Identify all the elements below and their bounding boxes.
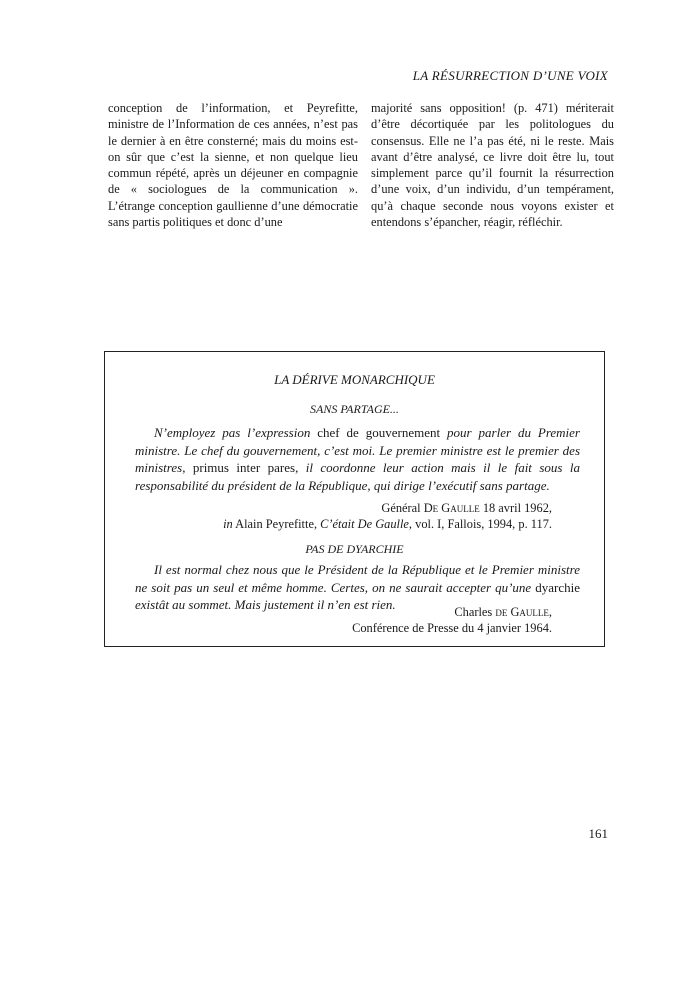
- attribution-author: De Gaulle: [423, 501, 480, 515]
- page-number: 161: [588, 826, 608, 841]
- quote-text: Il est normal chez nous que le Président de la République et le Premier ministre ne soit pas un seul et même homme. Certes, on ne saurait accepter qu’une: [135, 562, 580, 595]
- quote-text: N’employez pas l’expression: [154, 425, 311, 440]
- box-title: LA DÉRIVE MONARCHIQUE: [274, 372, 435, 387]
- attribution-1962: [223, 500, 552, 532]
- quote-text: dyarchie: [531, 579, 580, 595]
- sidebar-box: [104, 351, 605, 647]
- attribution-title: C’était De Gaulle: [320, 517, 409, 531]
- body-right-column: majorité sans opposition! (p. 471) mériterait d’être décortiquée par les politologues du consensus. Elle ne l’a pas été, ni le reste. Mais avant d’être analysé, ce livre doit être lu, tout simplement parce qu’il fournit la résurrection d’une voix, d’un individu, d’un tempérament, qu’à chaque seconde nous voyons exister et entendons s’épancher, réagir, réfléchir.: [371, 101, 614, 230]
- attribution-text: Général: [381, 501, 421, 515]
- section-subtitle-pas-de-dyarchie: PAS DE DYARCHIE: [305, 542, 404, 556]
- attribution-text: Conférence de Presse du 4 janvier 1964.: [352, 621, 552, 635]
- section-subtitle-sans-partage: SANS PARTAGE...: [310, 402, 399, 416]
- attribution-1964: [352, 604, 552, 636]
- attribution-text: , vol. I, Fallois, 1994, p. 117.: [408, 517, 552, 531]
- quote-text: il coordonne leur action mais il le fait sous la responsabilité du président de la République, qui dirige l’exécutif sans partage.: [135, 460, 580, 493]
- attribution-text: Alain Peyrefitte,: [232, 517, 321, 531]
- attribution-author: de Gaulle: [495, 605, 549, 619]
- quote-text: pour parler du Premier ministre. Le chef du gouvernement, c’est moi. Le premier ministre est le premier des ministres,: [135, 425, 580, 475]
- quote-text: existât au sommet. Mais justement il n’en est rien.: [135, 597, 396, 612]
- running-head: LA RÉSURRECTION D’UNE VOIX: [412, 68, 608, 83]
- quote-text: chef de gouvernement: [310, 425, 448, 440]
- attribution-text: in: [223, 517, 233, 531]
- quote-text: primus inter pares,: [185, 460, 306, 475]
- attribution-text: ,: [548, 605, 552, 619]
- attribution-text: 18 avril 1962,: [479, 501, 552, 515]
- quote-sans-partage: [135, 424, 580, 494]
- attribution-text: Charles: [454, 605, 493, 619]
- body-left-column: conception de l’information, et Peyrefitte, ministre de l’Information de ces années, n’est pas le dernier à en être consterné; mais du moins est-on sûr que c’est la sienne, et non quelque lieu commun répété, après un déjeuner en compagnie de « sociologues de la communication ». L’étrange conception gaullienne d’une démocratie sans partis politiques et donc d’une: [108, 101, 358, 230]
